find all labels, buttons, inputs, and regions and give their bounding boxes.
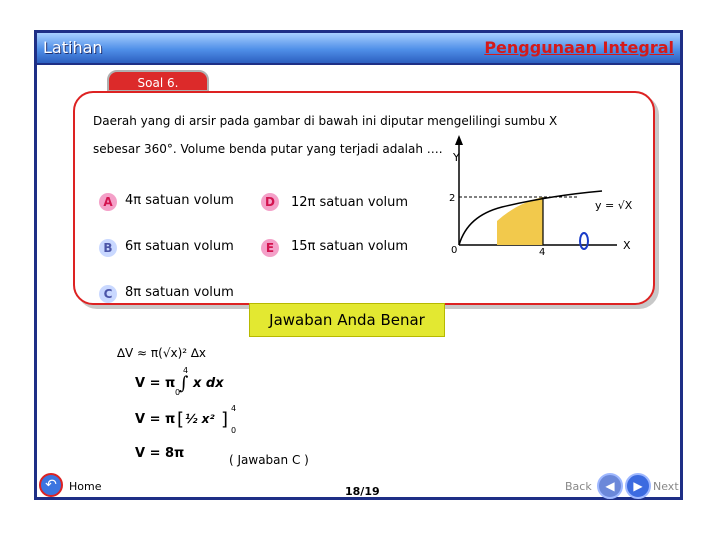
solution-step-1-lhs: V = π <box>135 376 176 391</box>
option-b-button[interactable]: B <box>99 239 117 257</box>
next-button[interactable] <box>625 473 651 499</box>
integral-sign-icon: ∫ <box>179 373 189 394</box>
solution-step-1-integrand: x dx <box>193 376 224 391</box>
question-line-1: Daerah yang di arsir pada gambar di bawah ini diputar mengelilingi sumbu X <box>93 114 558 128</box>
home-arrow-icon: ↶ <box>45 477 57 493</box>
final-answer-label: ( Jawaban C ) <box>229 453 309 467</box>
home-button[interactable] <box>39 473 63 497</box>
bracket-close-icon: ] <box>221 409 229 430</box>
rotation-icon <box>580 233 588 249</box>
shaded-region <box>497 197 543 245</box>
question-number-tab: Soal 6. <box>107 70 209 92</box>
option-a-text[interactable]: 4π satuan volum <box>125 193 234 208</box>
bracket-open-icon: [ <box>177 409 185 430</box>
option-d-text[interactable]: 12π satuan volum <box>291 195 409 210</box>
curve-label: y = √X <box>595 199 633 212</box>
solution-step-2-frac: ½ x² <box>185 412 215 426</box>
solution-steps <box>117 343 317 463</box>
option-c-text[interactable]: 8π satuan volum <box>125 285 234 300</box>
option-a-button[interactable]: A <box>99 193 117 211</box>
arrow-left-icon: ◀ <box>605 479 615 493</box>
solution-step-1-upper: 4 <box>183 366 189 375</box>
solution-step-1-lower: 0 <box>175 388 181 397</box>
x-axis-label: X <box>623 239 631 252</box>
page-indicator: 18/19 <box>345 485 380 498</box>
option-e-text[interactable]: 15π satuan volum <box>291 239 409 254</box>
option-c-button[interactable]: C <box>99 285 117 303</box>
solution-step-0: ∆V ≈ π(√x)² ∆x <box>117 346 207 360</box>
option-e-button[interactable]: E <box>261 239 279 257</box>
y-tick-label: 2 <box>449 193 456 204</box>
arrow-right-icon: ▶ <box>633 479 643 493</box>
y-axis-arrow <box>455 135 463 145</box>
back-label[interactable]: Back <box>565 480 592 493</box>
question-line-2: sebesar 360°. Volume benda putar yang terjadi adalah …. <box>93 142 443 156</box>
solution-step-2-upper: 4 <box>231 404 237 413</box>
title-bar <box>37 33 680 65</box>
x-tick-label: 4 <box>539 247 546 255</box>
origin-label: 0 <box>451 245 458 255</box>
back-button[interactable] <box>597 473 623 499</box>
answer-feedback-banner: Jawaban Anda Benar <box>249 303 445 337</box>
home-label[interactable]: Home <box>69 480 102 493</box>
option-d-button[interactable]: D <box>261 193 279 211</box>
next-label[interactable]: Next <box>653 480 679 493</box>
solution-step-2-lower: 0 <box>231 426 237 435</box>
topic-title: Penggunaan Integral <box>484 38 674 57</box>
slide-frame <box>34 30 683 500</box>
region-graph <box>407 125 647 255</box>
solution-step-2-lhs: V = π <box>135 412 176 427</box>
y-axis-label: Y <box>453 151 460 164</box>
solution-step-3: V = 8π <box>135 446 185 461</box>
option-b-text[interactable]: 6π satuan volum <box>125 239 234 254</box>
section-title: Latihan <box>43 38 103 57</box>
